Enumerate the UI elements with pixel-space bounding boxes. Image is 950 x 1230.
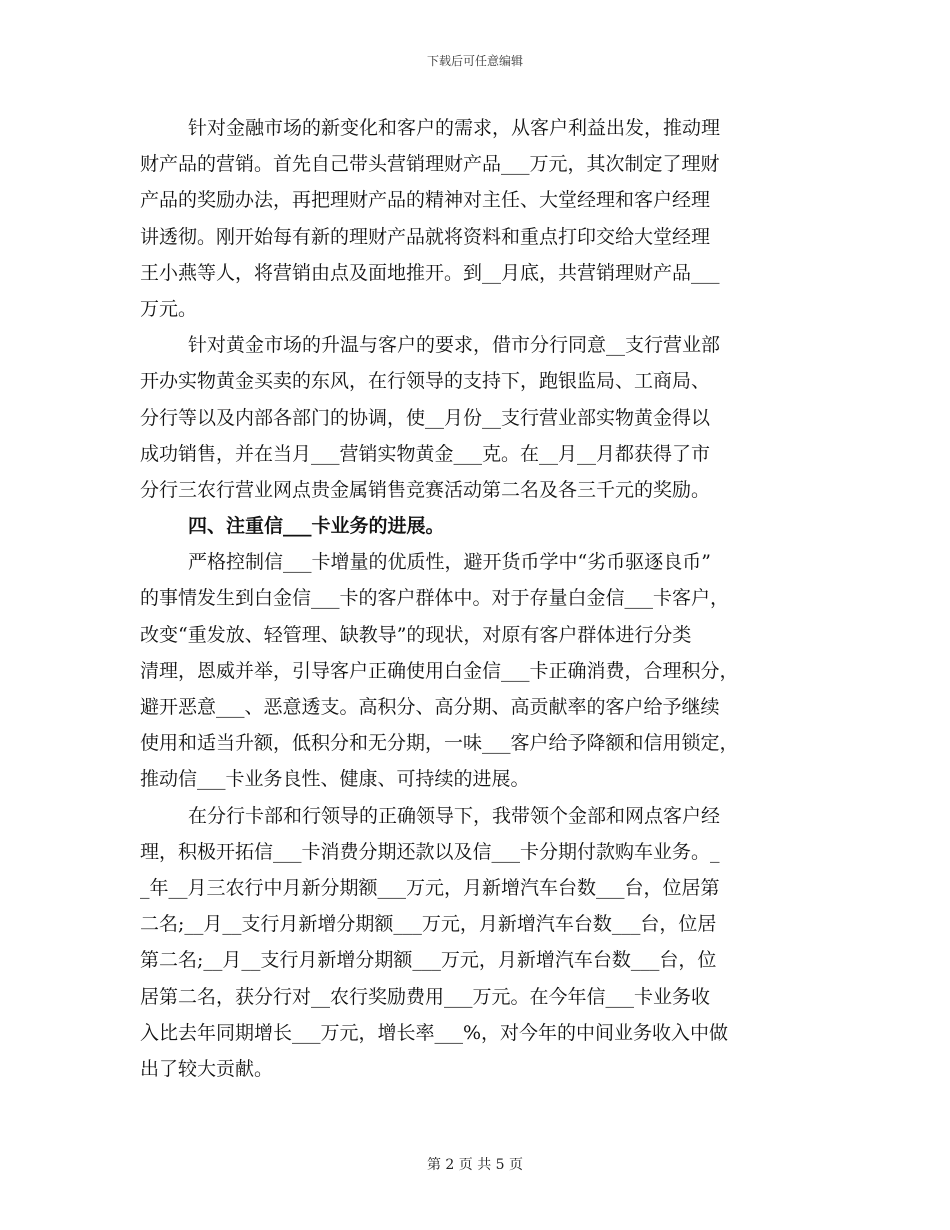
body-text-line: 居第二名，获分行对__农行奖励费用___万元。在今年信___卡业务收 bbox=[140, 985, 711, 1008]
body-text-line: 推动信___卡业务良性、健康、可持续的进展。 bbox=[140, 768, 530, 791]
body-text-line: 成功销售，并在当月___营销实物黄金___克。在__月__月都获得了市 bbox=[140, 442, 711, 465]
body-text-line: 二名;__月__支行月新增分期额___万元，月新增汽车台数___台，位居 bbox=[140, 913, 717, 936]
body-text-line: 改变“重发放、轻管理、缺教导”的现状，对原有客户群体进行分类 bbox=[140, 623, 692, 646]
body-text-line: 万元。 bbox=[140, 297, 198, 320]
body-text-line: 清理，恩威并举，引导客户正确使用白金信___卡正确消费，合理积分， bbox=[140, 659, 739, 682]
body-text-line: _年__月三农行中月新分期额___万元，月新增汽车台数___台，位居第 bbox=[140, 876, 720, 899]
page-header: 下载后可任意编辑 bbox=[426, 54, 523, 68]
section-heading: 四、注重信___卡业务的进展。 bbox=[188, 515, 445, 538]
body-text-line: 严格控制信___卡增量的优质性，避开货币学中“劣币驱逐良币” bbox=[188, 551, 711, 574]
page-footer: 第 2 页 共 5 页 bbox=[426, 1157, 524, 1173]
body-text-line: 在分行卡部和行领导的正确领导下，我带领个金部和网点客户经 bbox=[188, 804, 721, 827]
body-text-line: 产品的奖励办法，再把理财产品的精神对主任、大堂经理和客户经理 bbox=[140, 189, 711, 212]
body-text-line: 出了较大贡献。 bbox=[140, 1057, 274, 1080]
body-text-line: 使用和适当升额，低积分和无分期，一味___客户给予降额和信用锁定， bbox=[140, 732, 739, 755]
body-text-line: 理，积极开拓信___卡消费分期还款以及信___卡分期付款购车业务。_ bbox=[140, 840, 720, 863]
document-body bbox=[140, 110, 820, 1087]
body-text-line: 针对黄金市场的升温与客户的要求，借市分行同意__支行营业部 bbox=[188, 334, 721, 357]
body-text-line: 分行三农行营业网点贵金属销售竞赛活动第二名及各三千元的奖励。 bbox=[140, 478, 711, 501]
body-text-line: 王小燕等人，将营销由点及面地推开。到__月底，共营销理财产品___ bbox=[140, 261, 720, 284]
body-text-line: 开办实物黄金买卖的东风，在行领导的支持下，跑银监局、工商局、 bbox=[140, 370, 711, 393]
body-text-line: 第二名;__月__支行月新增分期额___万元，月新增汽车台数___台，位 bbox=[140, 949, 717, 972]
body-text-line: 入比去年同期增长___万元，增长率___%，对今年的中间业务收入中做 bbox=[140, 1021, 729, 1044]
body-text-line: 避开恶意___、恶意透支。高积分、高分期、高贡献率的客户给予继续 bbox=[140, 696, 720, 718]
body-text-line: 的事情发生到白金信___卡的客户群体中。对于存量白金信___卡客户， bbox=[140, 587, 730, 610]
body-text-line: 讲透彻。刚开始每有新的理财产品就将资料和重点打印交给大堂经理 bbox=[140, 225, 711, 248]
body-text-line: 分行等以及内部各部门的协调，使__月份__支行营业部实物黄金得以 bbox=[140, 406, 711, 429]
body-text-line: 针对金融市场的新变化和客户的需求，从客户利益出发，推动理 bbox=[188, 117, 721, 139]
body-text-line: 财产品的营销。首先自己带头营销理财产品___万元，其次制定了理财 bbox=[140, 153, 720, 176]
